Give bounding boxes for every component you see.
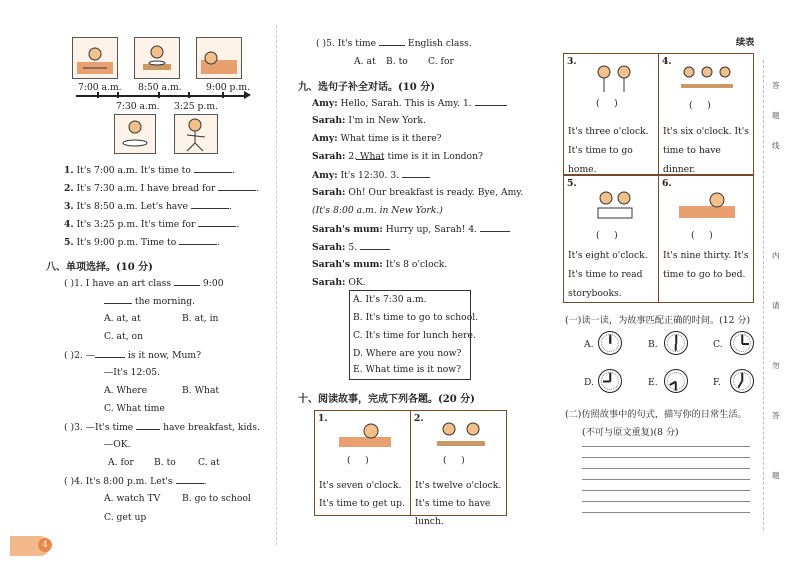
fill-item-1: 1. It's 7:00 a.m. It's time to . (64, 165, 235, 176)
answer-blank[interactable] (356, 151, 384, 160)
story-panel-3: 3. ( ) It's three o'clock. It's time to go home. (563, 53, 659, 175)
fill-item-5: 5. It's 9:00 p.m. Time to . (64, 237, 221, 248)
option[interactable]: B. to (154, 457, 176, 468)
writing-line[interactable] (582, 479, 750, 480)
writing-line[interactable] (582, 446, 750, 447)
dialogue-line: Amy: Hello, Sarah. This is Amy. 1. (312, 97, 507, 109)
dialogue-line: Sarah's mum: It's 8 o'clock. (312, 259, 448, 270)
picture-wake-up (72, 37, 118, 79)
dialogue-line: Amy: It's 12:30. 3. (312, 169, 430, 181)
answer-blank[interactable] (104, 295, 132, 304)
option[interactable]: B. What (182, 385, 220, 396)
options-box (349, 290, 479, 380)
question-2-reply: —It's 12:05. (104, 367, 161, 378)
clock-label: C. (713, 339, 723, 350)
section-9-title: 九、选句子补全对话。(10 分) (298, 82, 435, 93)
story-panel-2: 2. ( ) It's twelve o'clock. It's time to have lunch. (410, 410, 507, 516)
question-3-reply: —OK. (104, 439, 131, 450)
option[interactable]: A. watch TV (104, 493, 161, 504)
clock-face-icon (664, 369, 688, 393)
part-1-title: (一)读一读，为故事匹配正确的时间。(12 分) (565, 315, 751, 326)
time-label: 8:50 a.m. (138, 82, 182, 93)
clock-face-icon (598, 331, 622, 355)
clock-face-icon (730, 369, 754, 393)
binding-text: 勿 (772, 361, 780, 370)
dialogue-line: Sarah's mum: Hurry up, Sarah! 4. (312, 223, 510, 235)
picture-bread (114, 114, 156, 154)
answer-blank[interactable] (480, 223, 510, 232)
dialogue-line: Sarah: OK. (312, 277, 366, 288)
clock-face-icon (730, 331, 754, 355)
option-b[interactable]: B. It's time to go to school. (353, 312, 479, 323)
section-8-title: 八、单项选择。(10 分) (46, 262, 153, 273)
picture-breakfast (134, 37, 180, 79)
option[interactable]: C. at, on (104, 331, 144, 342)
question-2: ( )2. — is it now, Mum? (64, 350, 202, 361)
fill-item-2: 2. It's 7:30 a.m. I have bread for . (64, 183, 260, 194)
clock-face-icon (664, 331, 688, 355)
question-1: ( )1. I have an art class 9:00 (64, 278, 224, 289)
continued-label: 续表 (736, 37, 755, 48)
writing-line[interactable] (582, 457, 750, 458)
dialogue-line: Sarah: 5. (312, 241, 390, 253)
option[interactable]: A. for (108, 457, 134, 468)
question-4: ( )4. It's 8:00 p.m. Let's . (64, 476, 207, 487)
fill-item-3: 3. It's 8:50 a.m. Let's have . (64, 201, 232, 212)
timeline-axis (76, 95, 246, 97)
binding-text: 请 (772, 301, 780, 310)
answer-blank[interactable] (402, 169, 430, 178)
clock-label: F. (713, 377, 721, 388)
time-label: 7:30 a.m. (116, 101, 160, 112)
story-panel-4: 4. ( ) It's six o'clock. It's time to have dinner. (658, 53, 754, 175)
binding-text: 题 (772, 111, 780, 120)
answer-blank[interactable] (176, 475, 204, 484)
writing-line[interactable] (582, 501, 750, 502)
option-c[interactable]: C. It's time for lunch here. (353, 330, 476, 341)
answer-blank[interactable] (475, 97, 507, 106)
binding-line (763, 60, 764, 530)
writing-line[interactable] (582, 490, 750, 491)
time-label: 7:00 a.m. (78, 82, 122, 93)
binding-text: 答 (772, 81, 780, 90)
dialogue-line: Sarah: Oh! Our breakfast is ready. Bye, Amy. (312, 187, 524, 198)
page-number: 4 (38, 538, 52, 552)
section-10-title: 十、阅读故事，完成下列各题。(20 分) (298, 394, 475, 405)
option[interactable]: B. to (386, 56, 408, 67)
option[interactable]: B. go to school (182, 493, 251, 504)
clock-label: D. (584, 377, 594, 388)
option[interactable]: A. Where (104, 385, 148, 396)
time-label: 9:00 p.m. (206, 82, 250, 93)
clock-label: B. (648, 339, 658, 350)
dialogue-note: (It's 8:00 a.m. in New York.) (312, 205, 443, 216)
writing-line[interactable] (582, 468, 750, 469)
answer-blank[interactable] (191, 200, 229, 209)
fill-item-4: 4. It's 3:25 p.m. It's time for . (64, 219, 240, 230)
option-e[interactable]: E. What time is it now? (353, 364, 462, 375)
binding-text: 答 (772, 411, 780, 420)
clock-label: A. (584, 339, 594, 350)
answer-blank[interactable] (179, 236, 217, 245)
option[interactable]: C. for (428, 56, 454, 67)
question-1-cont: the morning. (104, 295, 195, 307)
time-label: 3:25 p.m. (174, 101, 218, 112)
dialogue-line: Sarah: 2. What time is it in London? (312, 151, 483, 162)
clock-label: E. (648, 377, 658, 388)
answer-blank[interactable] (194, 164, 232, 173)
option[interactable]: B. at, in (182, 313, 219, 324)
writing-line[interactable] (582, 512, 750, 513)
binding-text: 题 (772, 471, 780, 480)
answer-blank[interactable] (174, 277, 200, 286)
answer-blank[interactable] (136, 421, 160, 430)
dialogue-line: Amy: What time is it there? (312, 133, 442, 144)
part-2-title: (二)仿照故事中的句式，描写你的日常生活。 (565, 409, 747, 420)
question-3: ( )3. —It's time have breakfast, kids. (64, 422, 260, 433)
option[interactable]: C. get up (104, 512, 147, 523)
binding-text: 内 (772, 251, 780, 260)
story-panel-6: 6. ( ) It's nine thirty. It's time to go to bed. (658, 175, 754, 303)
option[interactable]: C. What time (104, 403, 165, 414)
answer-blank[interactable] (198, 218, 236, 227)
column-divider (276, 25, 277, 545)
option-a[interactable]: A. It's 7:30 a.m. (353, 294, 427, 305)
part-2-note: (不可与原文重复)(8 分) (582, 427, 679, 438)
picture-go-home (174, 114, 218, 154)
answer-blank[interactable] (95, 349, 125, 358)
answer-blank[interactable] (379, 37, 405, 46)
story-panel-1: 1. ( ) It's seven o'clock. It's time to get up. (314, 410, 411, 516)
story-panel-5: 5. ( ) It's eight o'clock. It's time to read storybooks. (563, 175, 659, 303)
answer-blank[interactable] (218, 182, 256, 191)
option[interactable]: A. at, at (104, 313, 141, 324)
option[interactable]: C. at (198, 457, 220, 468)
binding-text: 线 (772, 141, 780, 150)
answer-blank[interactable] (360, 241, 390, 250)
picture-sleep (196, 37, 242, 79)
option[interactable]: A. at (354, 56, 376, 67)
dialogue-line: Sarah: I'm in New York. (312, 115, 426, 126)
clock-face-icon (598, 369, 622, 393)
option-d[interactable]: D. Where are you now? (353, 348, 462, 359)
question-5: ( )5. It's time English class. (316, 38, 472, 49)
